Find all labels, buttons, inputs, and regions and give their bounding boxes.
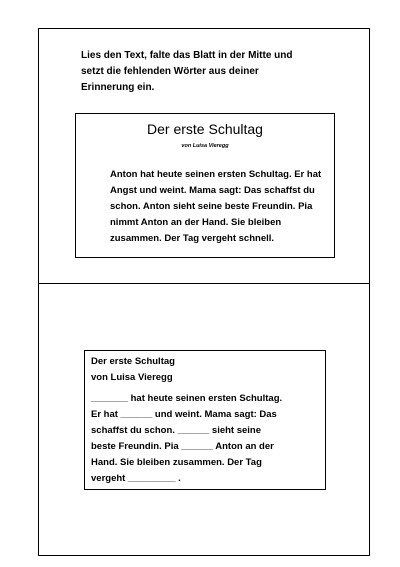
gap-line: Hand. Sie bleiben zusammen. Der Tag [91, 457, 262, 468]
story-line: schon. Anton sieht seine beste Freundin. Pia [110, 201, 313, 212]
gap-card-header [91, 354, 319, 386]
story-title: Der erste Schultag [147, 121, 263, 137]
gap-line: beste Freundin. Pia ______ Anton an der [91, 441, 274, 452]
gap-line: Er hat ______ und weint. Mama sagt: Das [91, 409, 277, 420]
gap-text [91, 391, 321, 487]
story-line: nimmt Anton an der Hand. Sie bleiben [110, 217, 282, 228]
gap-line: schaffst du schon. ______ sieht seine [91, 425, 262, 436]
gap-card-author: von Luisa Vieregg [91, 372, 173, 383]
gap-line: vergeht _________ . [91, 473, 181, 484]
reading-card [75, 113, 335, 258]
story-text [110, 167, 328, 247]
gap-card-title: Der erste Schultag [91, 356, 175, 367]
gap-fill-card [84, 350, 326, 490]
story-line: Angst und weint. Mama sagt: Das schaffst du [110, 185, 315, 196]
story-line: zusammen. Der Tag vergeht schnell. [110, 233, 275, 244]
instructions [81, 48, 331, 96]
gap-line: _______ hat heute seinen ersten Schultag. [91, 393, 283, 404]
instructions-line: Lies den Text, falte das Blatt in der Mitte und [81, 50, 293, 61]
story-line: Anton hat heute seinen ersten Schultag. Er hat [110, 169, 322, 180]
instructions-line: Erinnerung ein. [81, 82, 155, 93]
instructions-line: setzt die fehlenden Wörter aus deiner [81, 66, 259, 77]
story-author: von Luisa Vieregg [181, 143, 229, 149]
fold-line [38, 283, 370, 284]
